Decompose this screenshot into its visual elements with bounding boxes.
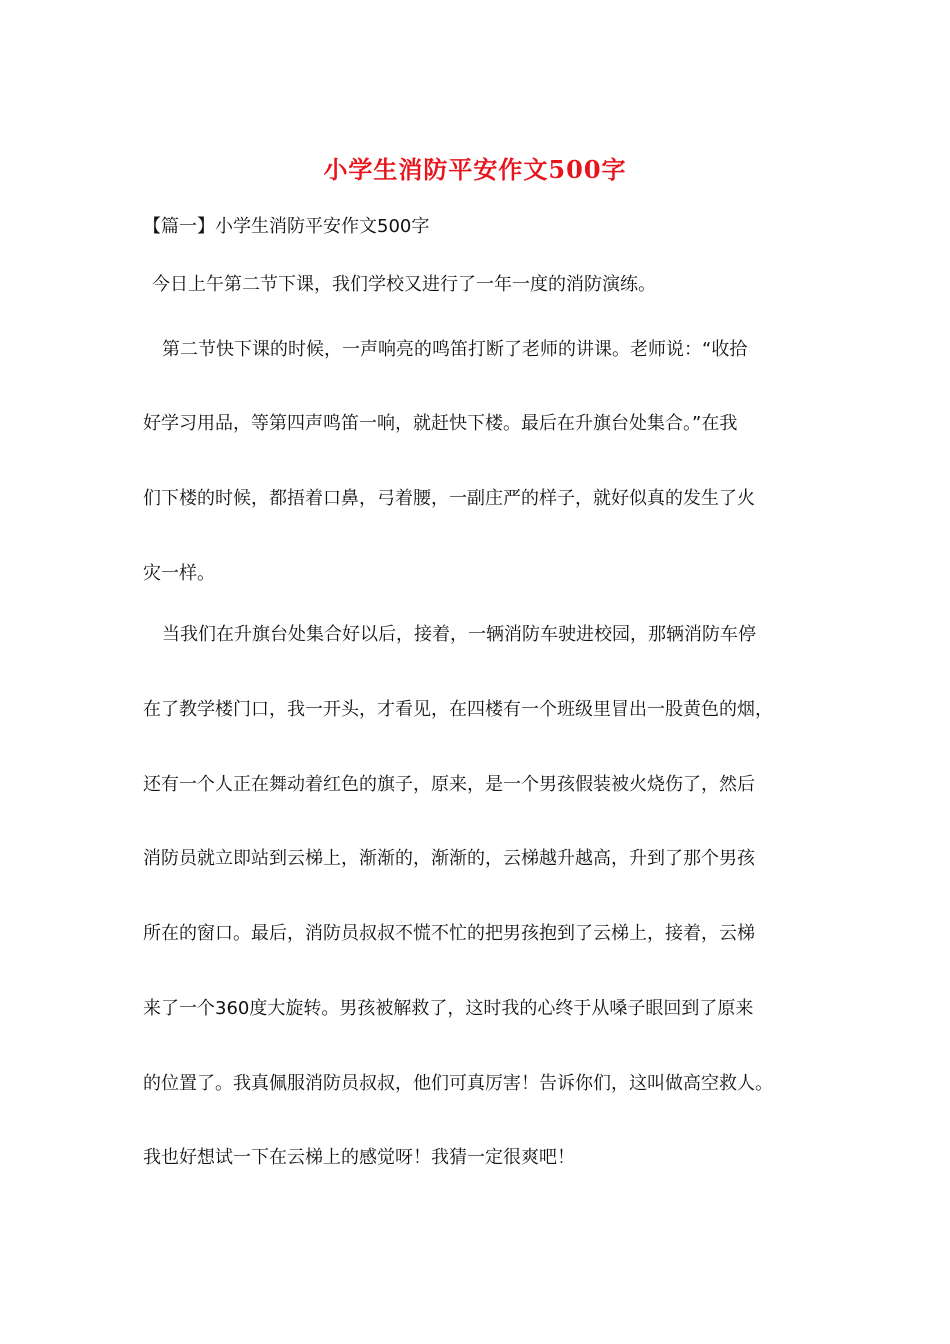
paragraph-line: 来了一个360度大旋转。男孩被解救了，这时我的心终于从嗓子眼回到了原来 (143, 998, 754, 1019)
paragraph-line: 们下楼的时候，都捂着口鼻，弓着腰，一副庄严的样子，就好似真的发生了火 (143, 488, 755, 509)
paragraph-line: 所在的窗口。最后，消防员叔叔不慌不忙的把男孩抱到了云梯上，接着，云梯 (143, 923, 755, 944)
paragraph-line: 还有一个人正在舞动着红色的旗子，原来，是一个男孩假装被火烧伤了，然后 (143, 774, 755, 795)
paragraph-line: 当我们在升旗台处集合好以后，接着，一辆消防车驶进校园，那辆消防车停 (162, 624, 756, 645)
paragraph-line: 我也好想试一下在云梯上的感觉呀！我猜一定很爽吧！ (143, 1147, 575, 1168)
paragraph-line: 第二节快下课的时候，一声响亮的鸣笛打断了老师的讲课。老师说：“收拾 (162, 339, 748, 360)
paragraph-line: 好学习用品，等第四声鸣笛一响，就赶快下楼。最后在升旗台处集合。”在我 (143, 413, 738, 434)
paragraph-line: 在了教学楼门口，我一开头，才看见，在四楼有一个班级里冒出一股黄色的烟， (143, 699, 773, 720)
paragraph-line: 灾一样。 (143, 563, 215, 584)
paragraph-line: 今日上午第二节下课，我们学校又进行了一年一度的消防演练。 (152, 274, 656, 295)
section-heading: 【篇一】小学生消防平安作文500字 (143, 216, 430, 237)
paragraph-line: 消防员就立即站到云梯上，渐渐的，渐渐的，云梯越升越高，升到了那个男孩 (143, 848, 755, 869)
document-title: 小学生消防平安作文500字 (323, 155, 627, 184)
paragraph-line: 的位置了。我真佩服消防员叔叔，他们可真厉害！告诉你们，这叫做高空救人。 (143, 1073, 773, 1094)
